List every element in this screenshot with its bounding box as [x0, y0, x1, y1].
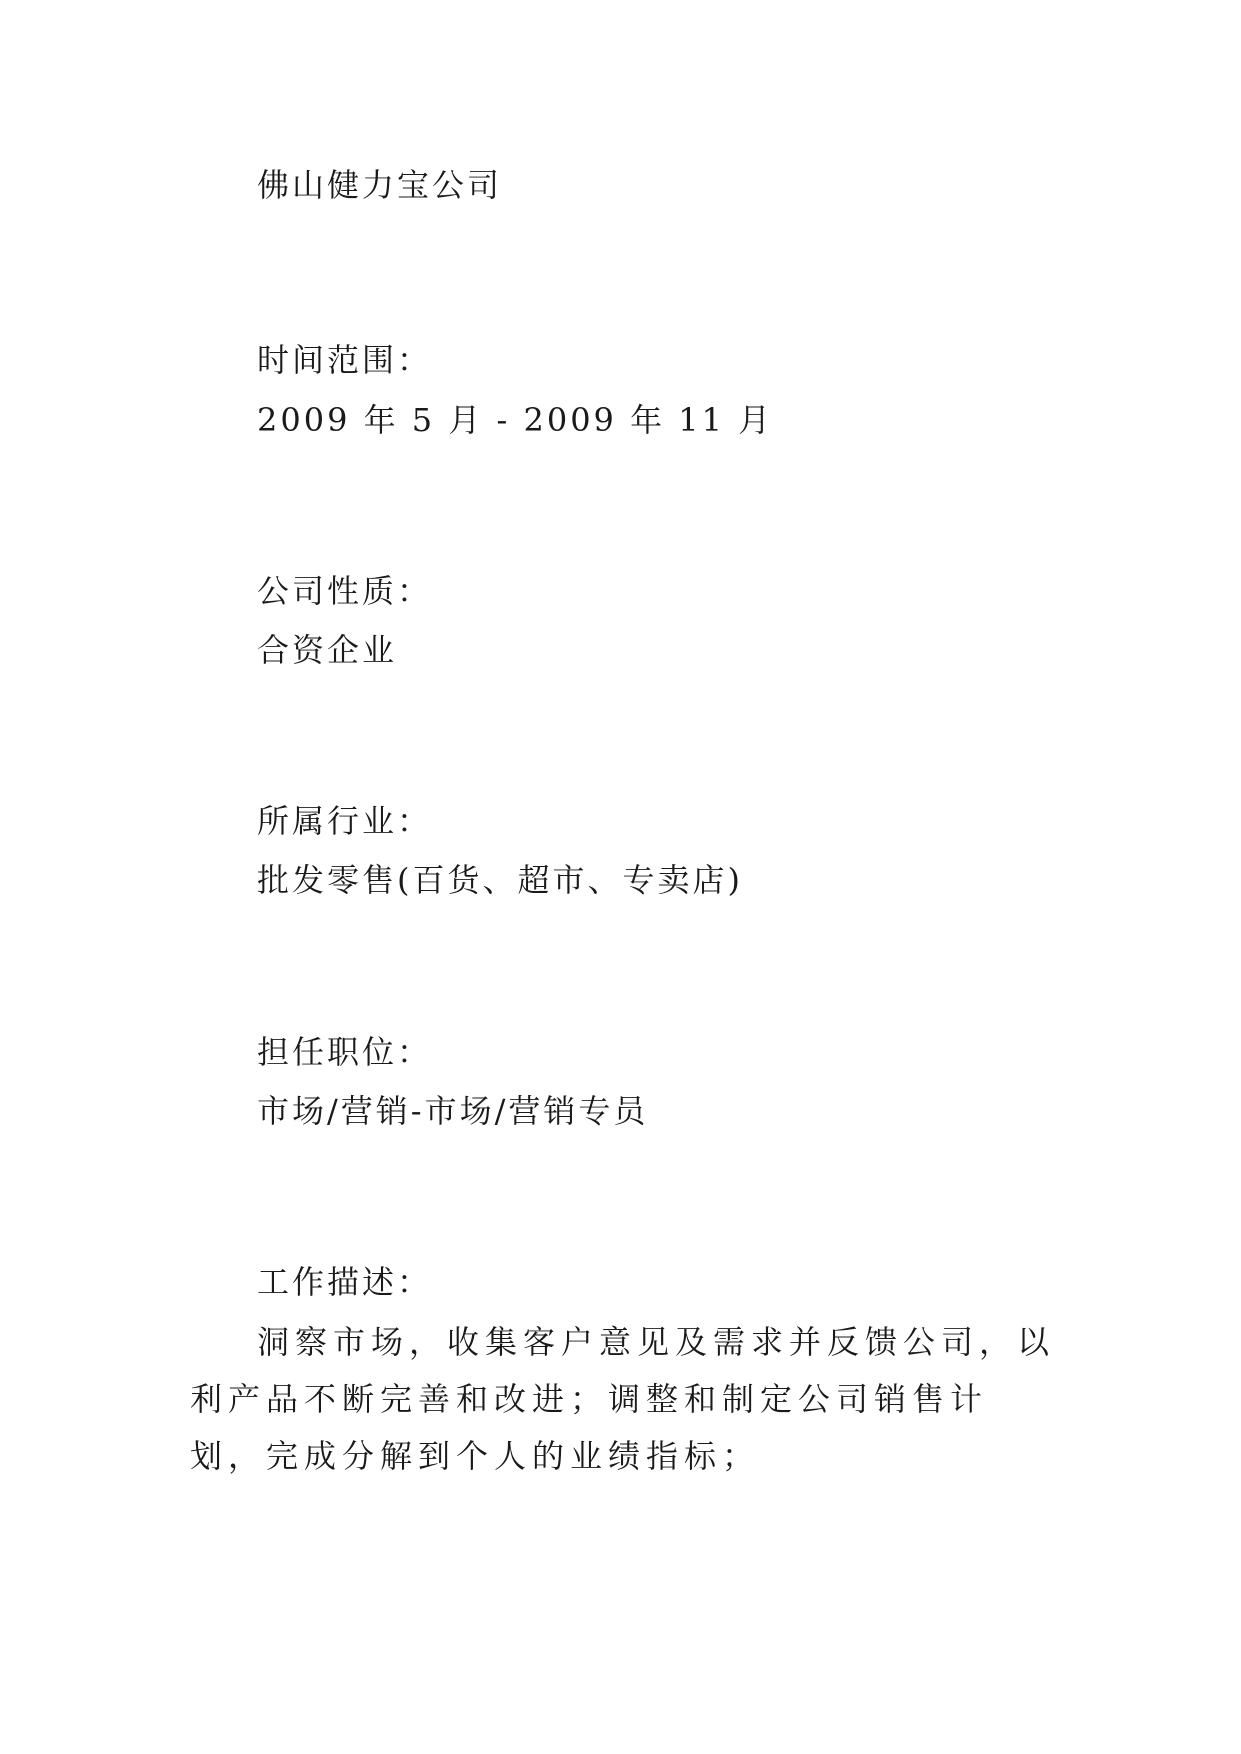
industry-value: 批发零售(百货、超市、专卖店)	[257, 861, 743, 899]
position-label: 担任职位：	[257, 1033, 433, 1071]
position-value: 市场/营销-市场/营销专员	[257, 1092, 649, 1130]
company-type-value: 合资企业	[257, 631, 398, 669]
period-label: 时间范围：	[257, 341, 433, 379]
company-type-label: 公司性质：	[257, 572, 433, 610]
company-name: 佛山健力宝公司	[257, 166, 503, 204]
description-text: 洞察市场，收集客户意见及需求并反馈公司，以利产品不断完善和改进；调整和制定公司销售计划，完成分解到个人的业绩指标；	[190, 1323, 1056, 1475]
period-value: 2009 年 5 月 - 2009 年 11 月	[257, 401, 774, 439]
description-label: 工作描述：	[257, 1263, 433, 1301]
industry-label: 所属行业：	[257, 802, 433, 840]
